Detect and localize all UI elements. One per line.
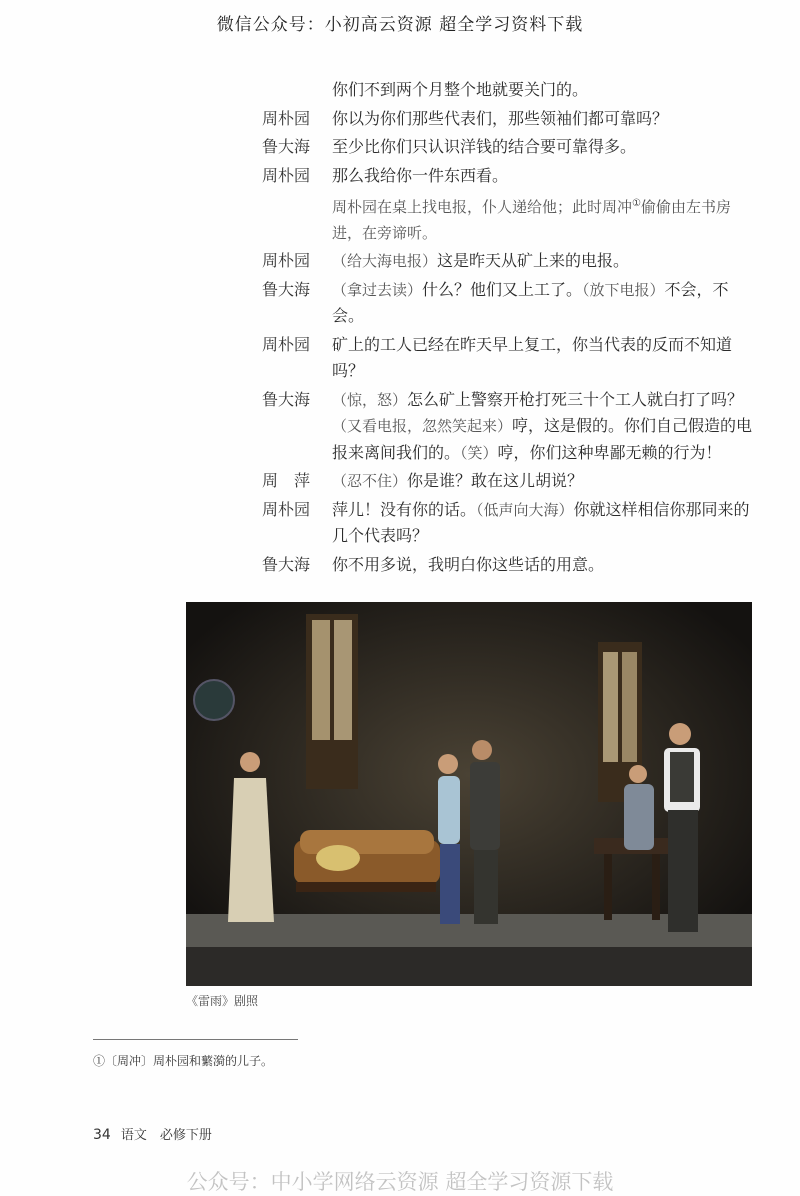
header-banner: 微信公众号：小初高云资源 超全学习资料下载 <box>216 15 584 35</box>
inline-stage-direction: （又看电报，忽然笑起来） <box>332 417 513 435</box>
photo-caption: 《雷雨》剧照 <box>186 994 259 1008</box>
speaker-name: 鲁大海 <box>262 137 311 156</box>
dialogue-line <box>262 134 756 161</box>
speech-text <box>332 552 756 579</box>
speaker-name: 周 萍 <box>262 471 311 490</box>
page-number: 34 <box>93 1127 111 1143</box>
dialogue-line <box>262 332 756 385</box>
speaker-name <box>262 77 332 104</box>
inline-stage-direction: （惊，怒） <box>332 390 408 409</box>
stage-direction-text: 偷偷由左书房进，在旁谛听。 <box>332 198 731 242</box>
speech-segment: 你们不到两个月整个地就要关门的。 <box>332 80 589 99</box>
speaker-name: 周朴园 <box>262 108 311 128</box>
speaker-name: 周朴园 <box>262 334 311 354</box>
page-footer <box>93 1124 212 1143</box>
speech-segment: 萍儿！没有你的话。 <box>332 499 477 519</box>
speech-segment: 怎么矿上警察开枪打死三十个工人就白打了吗？ <box>407 389 744 409</box>
book-title: 语文 必修下册 <box>120 1128 212 1143</box>
speech-text <box>332 77 756 104</box>
speech-text <box>332 248 756 275</box>
dialogue-line <box>262 387 756 467</box>
speech-text <box>332 468 756 495</box>
footnote: ①〔周冲〕周朴园和蘩漪的儿子。 <box>93 1054 274 1068</box>
inline-stage-direction: （忍不住） <box>332 472 408 490</box>
speech-segment: 哼，这是假的。你们自己假造的电报来离间我们的。 <box>332 416 753 462</box>
speech-text <box>332 134 756 161</box>
speech-text <box>332 387 756 467</box>
speech-segment: 你是谁？敢在这儿胡说？ <box>407 471 584 490</box>
speaker-name: 周朴园 <box>262 499 311 519</box>
speech-text <box>332 106 756 133</box>
inline-stage-direction: （放下电报） <box>582 280 665 299</box>
dialogue-line <box>262 106 756 133</box>
stage-direction-text: 周朴园在桌上找电报，仆人递给他；此时周冲 <box>332 198 633 216</box>
speech-text <box>332 163 756 190</box>
dialogue-line <box>262 552 756 579</box>
stage-photo <box>186 602 752 986</box>
inline-stage-direction: （拿过去读） <box>332 280 423 299</box>
speech-segment: 你以为你们那些代表们，那些领袖们都可靠吗？ <box>332 108 669 128</box>
dialogue-line <box>262 163 756 190</box>
speaker-name: 鲁大海 <box>262 554 311 574</box>
dialogue-line <box>262 277 756 330</box>
speech-segment: 你就这样相信你那同来的几个代表吗？ <box>332 499 750 545</box>
dialogue-line <box>262 248 756 275</box>
dialogue-line <box>262 468 756 495</box>
speech-segment: 至少比你们只认识洋钱的结合要可靠得多。 <box>332 137 637 156</box>
speech-text <box>332 497 756 550</box>
inline-stage-direction: （低声向大海） <box>476 500 574 519</box>
script-text <box>262 77 756 580</box>
speech-segment: 矿上的工人已经在昨天早上复工，你当代表的反而不知道吗？ <box>332 334 733 380</box>
speech-segment: 哼，你们这种卑鄙无赖的行为！ <box>497 442 722 462</box>
speaker-name: 周朴园 <box>262 165 311 185</box>
speech-segment: 不会，不会。 <box>332 279 729 325</box>
inline-stage-direction: （给大海电报） <box>332 252 438 270</box>
dialogue-line <box>262 77 756 104</box>
dialogue-line <box>262 497 756 550</box>
speech-text <box>332 332 756 385</box>
speech-text <box>332 277 756 330</box>
speech-segment: 什么？他们又上工了。 <box>422 279 583 299</box>
inline-stage-direction: （笑） <box>460 443 498 462</box>
footnote-divider <box>93 1039 298 1040</box>
speech-segment: 这是昨天从矿上来的电报。 <box>437 251 630 270</box>
speech-segment: 你不用多说，我明白你这些话的用意。 <box>332 554 605 574</box>
speaker-name: 鲁大海 <box>262 389 311 409</box>
footnote-marker: ① <box>632 198 641 209</box>
speaker-name: 周朴园 <box>262 251 311 270</box>
speaker-name: 鲁大海 <box>262 279 311 299</box>
stage-direction <box>332 191 756 246</box>
footer-banner: 公众号：中小学网络云资源 超全学习资源下载 <box>186 1170 614 1194</box>
speech-segment: 那么我给你一件东西看。 <box>332 165 509 185</box>
